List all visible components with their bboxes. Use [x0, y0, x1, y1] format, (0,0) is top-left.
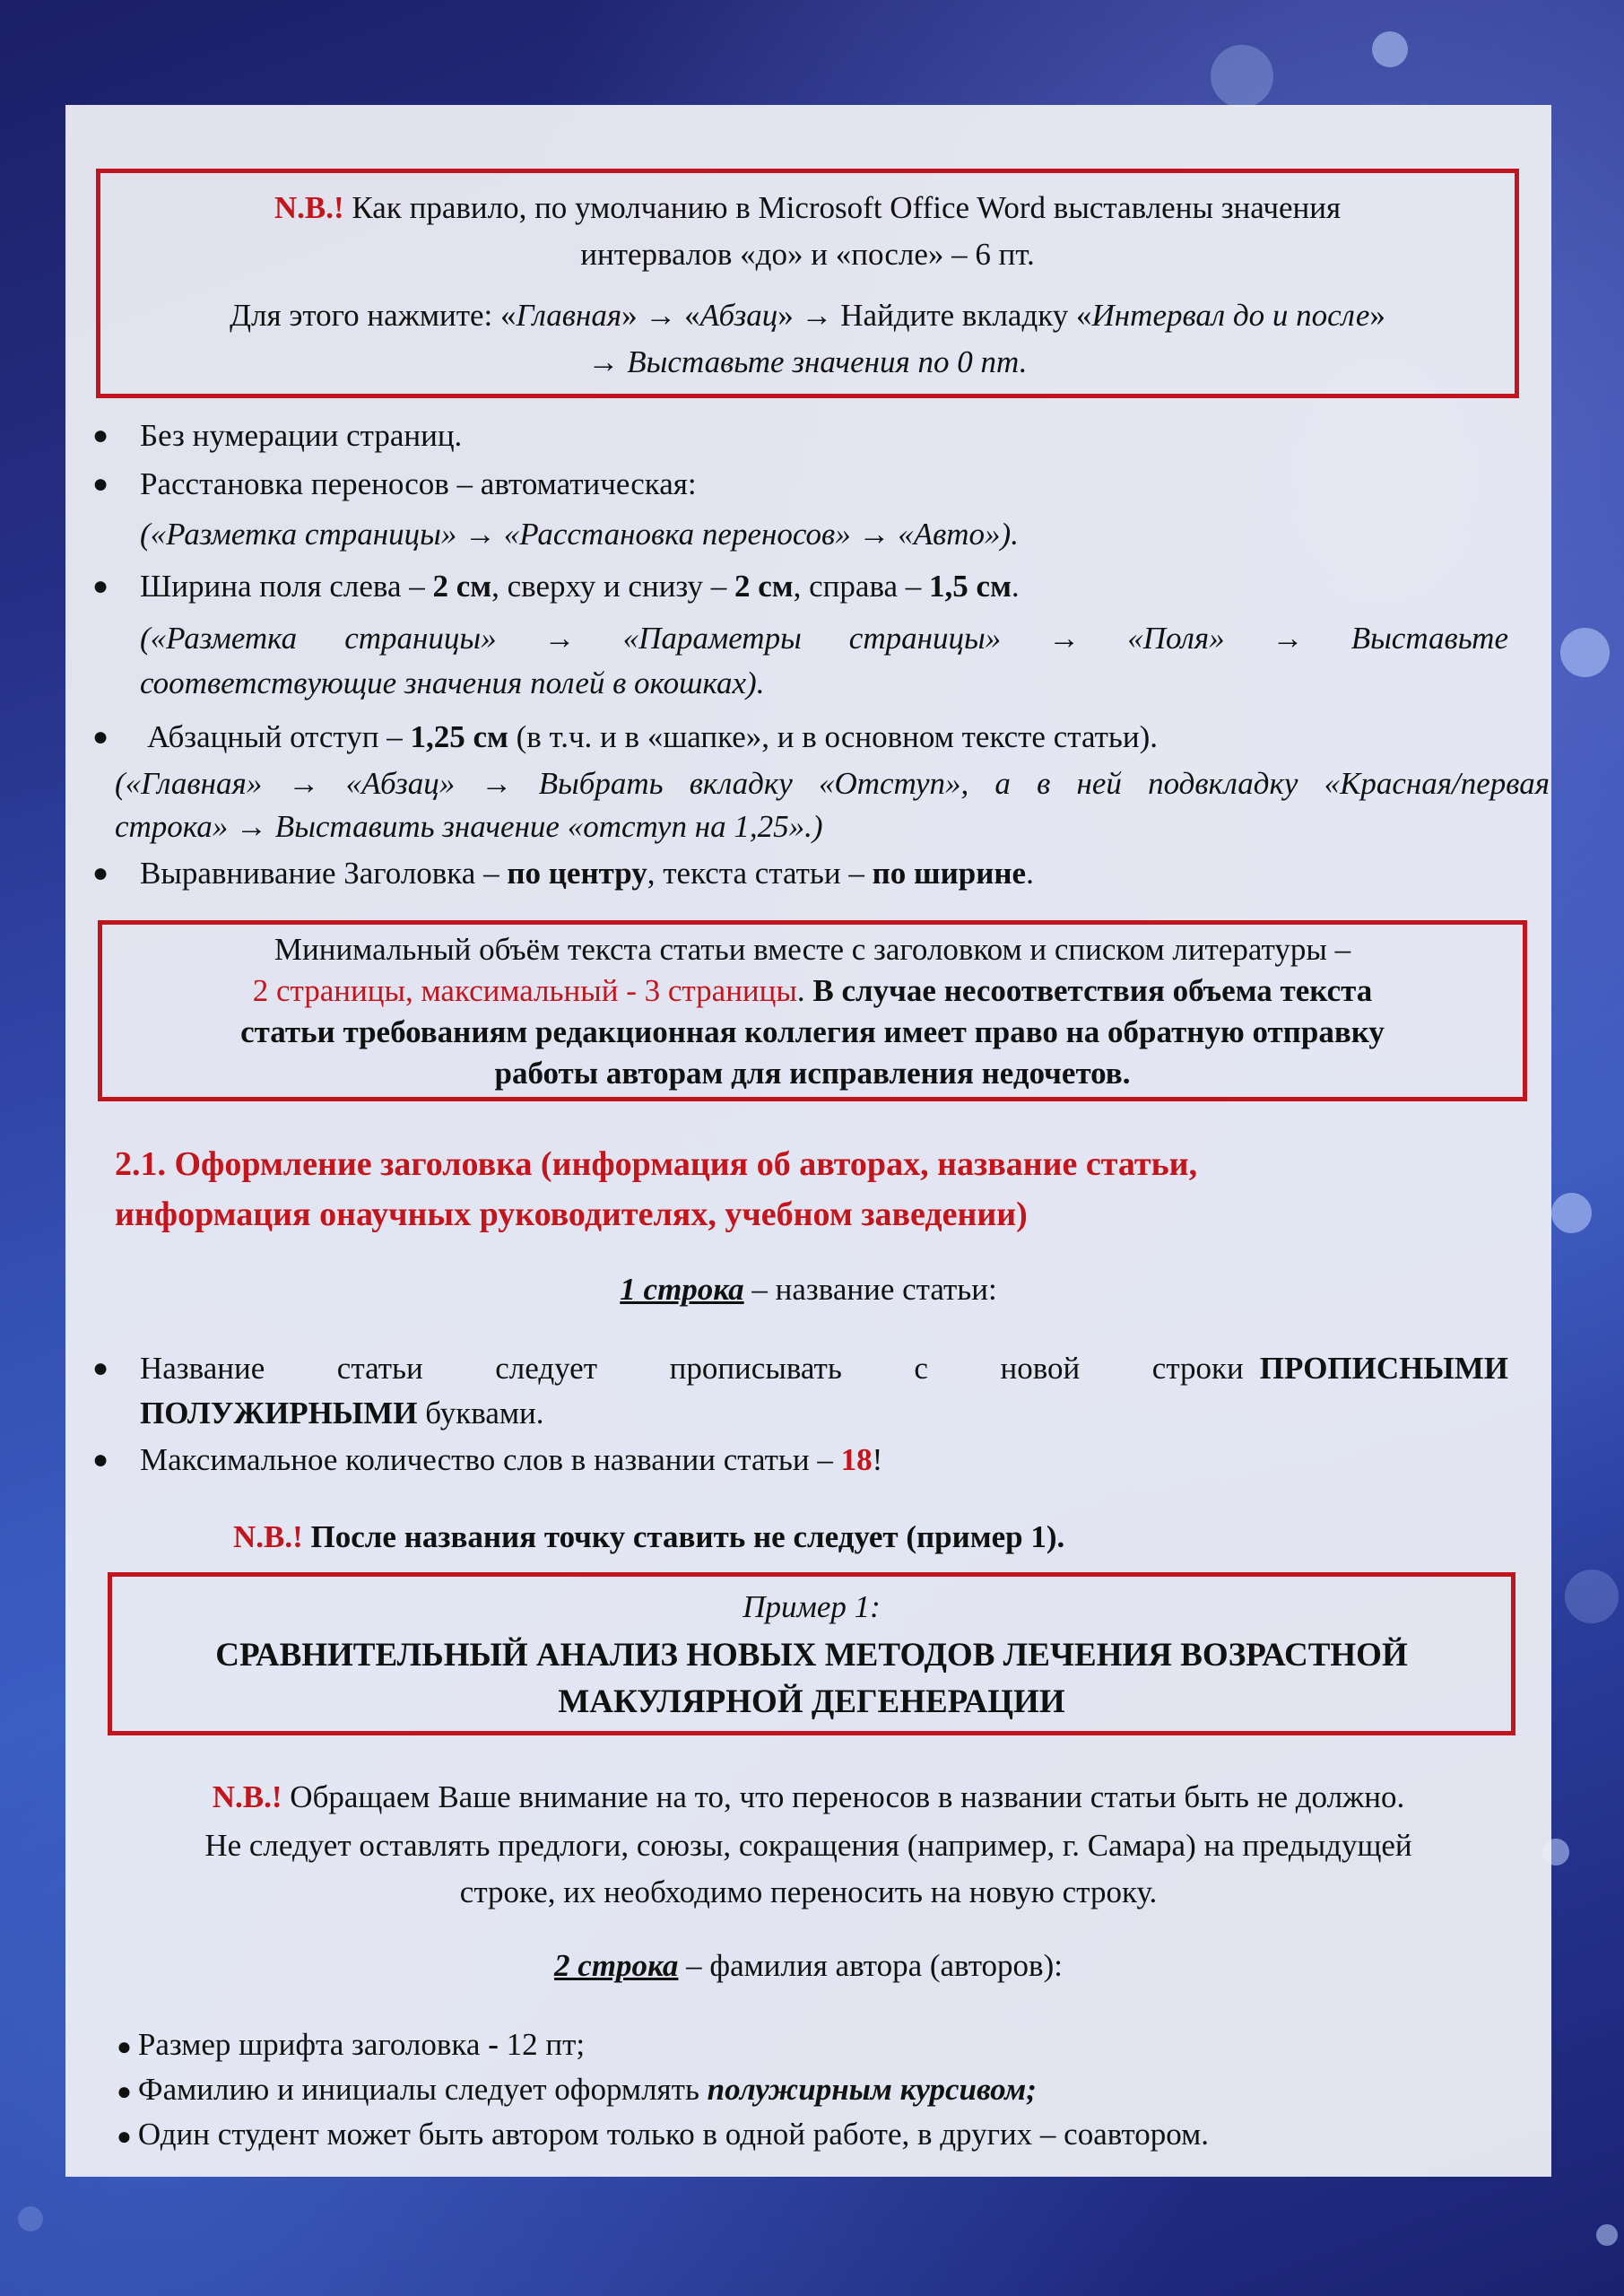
box1-line1: N.B.! Как правило, по умолчанию в Microsoft Office Word выставлены значения	[274, 190, 1342, 225]
bullet: ●	[92, 421, 109, 450]
example-1-line2: МАКУЛЯРНОЙ ДЕГЕНЕРАЦИИ	[558, 1683, 1065, 1720]
list3-item1: ● Размер шрифта заголовка - 12 пт;	[117, 2027, 586, 2062]
nb3-line3: строке, их необходимо переносить на новую строку.	[459, 1874, 1158, 1909]
list1-item2: Расстановка переносов – автоматическая:	[140, 466, 697, 501]
section-heading-line1: 2.1. Оформление заголовка (информация об авторах, название статьи,	[115, 1145, 1198, 1183]
example-1-line1: СРАВНИТЕЛЬНЫЙ АНАЛИЗ НОВЫХ МЕТОДОВ ЛЕЧЕНИЯ ВОЗРАСТНОЙ	[215, 1637, 1408, 1674]
list2-item2: Максимальное количество слов в названии статьи – 18!	[140, 1442, 883, 1477]
box2-line4: работы авторам для исправления недочетов.	[494, 1056, 1131, 1091]
bullet: ●	[92, 858, 109, 888]
bullet: ●	[92, 722, 109, 752]
row1-caption: 1 строка – название статьи:	[620, 1272, 997, 1307]
box1-line2: интервалов «до» и «после» – 6 пт.	[580, 237, 1035, 272]
list1-item4-note2: строка» → Выставить значение «отступ на 1,25».)	[115, 809, 823, 844]
nb-label: N.B.!	[274, 190, 344, 225]
row2-caption: 2 строка – фамилия автора (авторов):	[554, 1948, 1063, 1983]
list1-item3-note2: соответствующие значения полей в окошках).	[140, 665, 765, 700]
bullet: ●	[92, 571, 109, 601]
box1-line3: Для этого нажмите: «Главная» → «Абзац» → Найдите вкладку «Интервал до и после»	[230, 298, 1385, 333]
list1-item3-note1: («Разметка страницы» → «Параметры страницы» → «Поля» → Выставьте	[140, 621, 1508, 656]
list2-item1-cont: ПОЛУЖИРНЫМИ буквами.	[140, 1396, 544, 1431]
section-heading-line2: информация онаучных руководителях, учебном заведении)	[115, 1196, 1028, 1233]
nb3-line1: N.B.! Обращаем Ваше внимание на то, что переносов в названии статьи быть не должно.	[212, 1779, 1405, 1814]
example-1-title: Пример 1:	[743, 1589, 881, 1624]
list1-item3: Ширина поля слева – 2 см, сверху и снизу – 2 см, справа – 1,5 см.	[140, 569, 1020, 604]
list1-item5: Выравнивание Заголовка – по центру, текста статьи – по ширине.	[140, 856, 1034, 891]
list1-item1: Без нумерации страниц.	[140, 418, 463, 453]
bullet: ●	[92, 1445, 109, 1474]
list1-item4-note1: («Главная» → «Абзац» → Выбрать вкладку «Отступ», а в ней подвкладку «Красная/первая	[115, 766, 1550, 801]
list2-item1-caps: ПРОПИСНЫМИ	[1259, 1351, 1508, 1386]
box1-line4: → Выставьте значения по 0 пт.	[587, 344, 1028, 379]
list1-item2-note: («Разметка страницы» → «Расстановка переносов» → «Авто»).	[140, 517, 1019, 552]
list3-item3: ● Один студент может быть автором только в одной работе, в других – соавтором.	[117, 2117, 1209, 2152]
box2-line3: статьи требованиям редакционная коллегия имеет право на обратную отправку	[240, 1014, 1385, 1049]
list3-item2: ● Фамилию и инициалы следует оформлять полужирным курсивом;	[117, 2072, 1037, 2107]
box2-line2: 2 страницы, максимальный - 3 страницы. В случае несоответствия объема текста	[252, 973, 1373, 1008]
bullet: ●	[92, 469, 109, 499]
list1-item4: Абзацный отступ – 1,25 см (в т.ч. и в «шапке», и в основном тексте статьи).	[147, 719, 1158, 754]
bullet: ●	[92, 1353, 109, 1383]
nb3-line2: Не следует оставлять предлоги, союзы, сокращения (например, г. Самара) на предыдущей	[204, 1828, 1412, 1863]
box2-line1: Минимальный объём текста статьи вместе с заголовком и списком литературы –	[274, 932, 1351, 967]
list2-item1	[140, 1345, 1508, 1392]
list2-item1-text: Название статьи следует прописывать с новой строки	[140, 1351, 1244, 1386]
nb-no-period: N.B.! После названия точку ставить не следует (пример 1).	[233, 1519, 1065, 1554]
